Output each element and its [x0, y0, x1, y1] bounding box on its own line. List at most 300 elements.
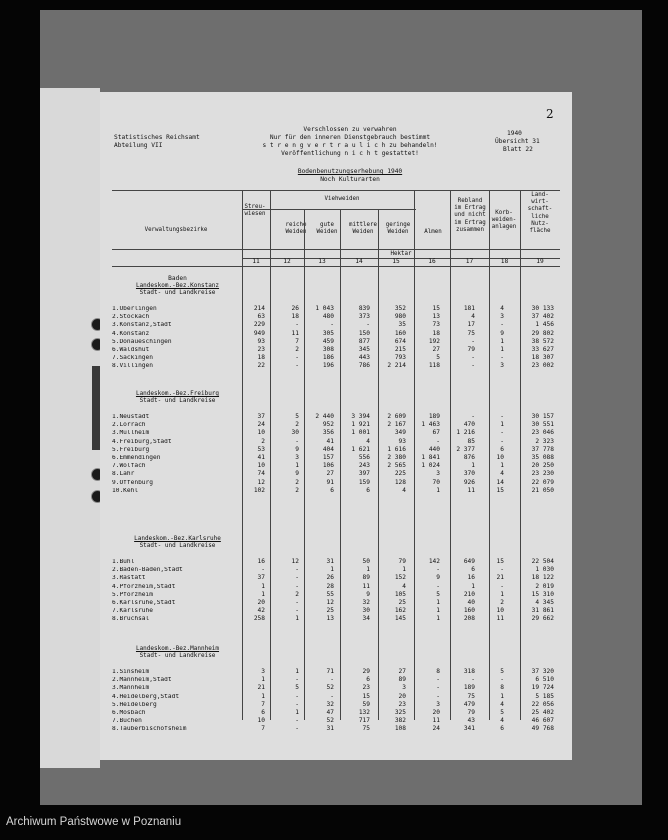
cell-value: 11	[362, 582, 370, 590]
cell-value: 25	[326, 607, 334, 615]
cell-value: 1	[295, 709, 299, 716]
col-header-korbweiden: Korb- weiden- anlagen	[491, 210, 517, 231]
cell-value: 13	[432, 313, 440, 321]
cell-value: 6	[366, 486, 370, 494]
col-header-rebland: Rebland im Ertrag und nicht im Ertrag zusammen	[454, 198, 486, 233]
cell-value: 7	[295, 337, 299, 345]
cell-value: 2	[295, 486, 299, 494]
cell-value: 11	[467, 486, 475, 494]
cell-value: 1	[330, 566, 334, 574]
cell-value: -	[500, 429, 504, 437]
section-subheading: Stadt- und Landkreise	[139, 397, 216, 405]
header-right-line: 1940	[507, 130, 522, 137]
cell-value: 2	[295, 346, 299, 353]
cell-value: 23	[257, 346, 265, 353]
cell-value: 75	[467, 329, 475, 337]
cell-value: 470	[463, 421, 475, 429]
cell-value: 40	[467, 599, 475, 606]
cell-value: 22	[257, 362, 265, 370]
cell-value: 21 050	[531, 486, 554, 494]
region-name: 7.Karlsruhe	[112, 608, 153, 615]
cell-value: 6	[366, 676, 370, 684]
confidential-line: s t r e n g v e r t r a u l i c h zu behandeln!	[262, 142, 438, 150]
cell-value: 142	[428, 558, 440, 565]
cell-value: 132	[358, 709, 370, 716]
cell-value: 30 157	[531, 413, 554, 420]
cell-value: 150	[358, 329, 370, 337]
cell-value: 2	[261, 437, 265, 445]
cell-value: 19 724	[531, 684, 554, 692]
region-name: 2.Mannheim,Stadt	[112, 677, 172, 684]
cell-value: 6	[500, 725, 504, 733]
cell-value: 18	[432, 329, 440, 337]
cell-value: -	[295, 574, 299, 582]
region-name: 10.Kehl	[112, 487, 139, 494]
cell-value: -	[500, 413, 504, 420]
cell-value: 926	[463, 478, 475, 486]
cell-value: -	[436, 566, 440, 574]
land-label: Baden	[168, 275, 187, 282]
col-header-geringe: geringe Weiden	[385, 222, 411, 236]
cell-value: -	[436, 692, 440, 700]
cell-value: 29 662	[531, 615, 554, 623]
cell-value: 118	[428, 362, 440, 370]
region-name: 7.Säckingen	[112, 355, 153, 362]
cell-value: 479	[463, 700, 475, 708]
column-number: 19	[536, 258, 544, 265]
cell-value: -	[295, 599, 299, 606]
region-name: 3.Konstanz,Stadt	[112, 322, 172, 329]
cell-value: 793	[394, 354, 406, 362]
cell-value: 38 572	[531, 337, 554, 345]
unit-header: Hektar	[390, 251, 412, 257]
cell-value: 4	[500, 470, 504, 478]
cell-value: 106	[322, 462, 334, 470]
section-heading: Landeskom.-Bez.Karlsruhe	[134, 535, 221, 542]
cell-value: -	[295, 717, 299, 725]
cell-value: 23 046	[531, 429, 554, 437]
cell-value: 1	[261, 582, 265, 590]
cell-value: 11	[496, 615, 504, 623]
cell-value: -	[295, 321, 299, 329]
section-heading: Landeskom.-Bez.Konstanz	[135, 282, 220, 289]
cell-value: -	[295, 700, 299, 708]
column-number: 13	[318, 258, 326, 265]
cell-value: 8	[500, 684, 504, 692]
cell-value: 75	[362, 725, 370, 733]
region-name: 8.Lahr	[112, 471, 135, 478]
cell-value: 786	[358, 362, 370, 370]
col-header-landw-nutzflaeche: Land- wirt- schaft- liche Nutz- fläche	[527, 192, 553, 235]
cell-value: 1	[436, 486, 440, 494]
cell-value: -	[471, 362, 475, 370]
cell-value: 2	[295, 478, 299, 486]
cell-value: 1 463	[421, 421, 440, 429]
cell-value: 15 310	[531, 590, 554, 598]
header-right-line: Blatt 22	[503, 146, 533, 154]
cell-value: 308	[322, 346, 334, 353]
cell-value: 243	[358, 462, 370, 470]
region-name: 2.Stockach	[112, 314, 150, 321]
cell-value: 1 456	[535, 321, 554, 329]
cell-value: 6	[500, 445, 504, 453]
cell-value: 556	[358, 454, 370, 461]
cell-value: -	[330, 321, 334, 329]
cell-value: 49 768	[531, 725, 554, 733]
cell-value: 67	[432, 429, 440, 437]
confidential-line: Verschlossen zu verwahren	[303, 126, 397, 133]
cell-value: 5	[500, 709, 504, 716]
header-right	[495, 130, 540, 154]
cell-value: 1	[261, 692, 265, 700]
cell-value: 2 214	[387, 362, 406, 370]
cell-value: 1	[500, 462, 504, 470]
cell-value: 3	[500, 362, 504, 370]
cell-value: 25 402	[531, 709, 554, 716]
cell-value: -	[471, 413, 475, 420]
cell-value: 89	[398, 676, 406, 684]
cell-value: 1	[500, 692, 504, 700]
cell-value: 952	[322, 421, 334, 429]
cell-value: -	[295, 692, 299, 700]
cell-value: 305	[322, 329, 334, 337]
cell-value: 22 056	[531, 700, 554, 708]
cell-value: 16	[467, 574, 475, 582]
cell-value: -	[471, 676, 475, 684]
cell-value: 32	[362, 599, 370, 606]
cell-value: 8	[436, 668, 440, 675]
region-name: 3.Rastatt	[112, 575, 146, 582]
cell-value: 79	[398, 558, 406, 565]
cell-value: 1	[436, 607, 440, 615]
cell-value: 14	[496, 478, 504, 486]
cell-value: 9	[295, 445, 299, 453]
cell-value: 27	[432, 346, 440, 353]
cell-value: -	[366, 321, 370, 329]
cell-value: 404	[322, 445, 334, 453]
cell-value: 2	[500, 599, 504, 606]
cell-value: 18	[291, 313, 299, 321]
cell-value: 4	[366, 437, 370, 445]
col-header-mittlere: mittlere Weiden	[349, 222, 377, 236]
cell-value: 9	[500, 329, 504, 337]
cell-value: 89	[362, 574, 370, 582]
cell-value: -	[295, 725, 299, 733]
cell-value: 152	[394, 574, 406, 582]
cell-value: 839	[358, 305, 370, 312]
cell-value: 3	[500, 313, 504, 321]
cell-value: 1 024	[421, 462, 440, 470]
cell-value: 877	[358, 337, 370, 345]
cell-value: 24	[257, 421, 265, 429]
cell-value: 1	[261, 676, 265, 684]
region-name: 5.Pforzheim	[112, 591, 153, 598]
header-left-line: Abteilung VII	[114, 142, 163, 150]
cell-value: 9	[366, 590, 370, 598]
cell-value: 33 627	[531, 346, 554, 353]
cell-value: 41	[326, 437, 334, 445]
cell-value: 43	[467, 717, 475, 725]
cell-value: 1	[436, 599, 440, 606]
cell-value: 59	[362, 700, 370, 708]
cell-value: -	[471, 337, 475, 345]
cell-value: 189	[463, 684, 475, 692]
cell-value: 4	[471, 313, 475, 321]
column-number: 15	[392, 258, 400, 265]
col-header-streuwiesen: Streu- wiesen	[244, 204, 266, 218]
cell-value: 4	[500, 700, 504, 708]
cell-value: 27	[326, 470, 334, 478]
section-title	[120, 282, 235, 296]
region-name: 8.Bruchsal	[112, 616, 150, 623]
cell-value: 23 230	[531, 470, 554, 478]
cell-value: 31 861	[531, 607, 554, 615]
cell-value: 10	[257, 717, 265, 725]
cell-value: 3	[436, 470, 440, 478]
cell-value: 52	[326, 717, 334, 725]
cell-value: -	[295, 566, 299, 574]
cell-value: 210	[463, 590, 475, 598]
cell-value: 5	[500, 668, 504, 675]
cell-value: 30	[362, 607, 370, 615]
col-header-gute: gute Weiden	[316, 222, 338, 236]
cell-value: 34	[362, 615, 370, 623]
cell-value: 30	[291, 429, 299, 437]
cell-value: 145	[394, 615, 406, 623]
cell-value: 20	[398, 692, 406, 700]
archive-credit: Archiwum Państwowe w Poznaniu	[6, 816, 182, 828]
cell-value: 63	[257, 313, 265, 321]
region-name: 4.Pforzheim,Stadt	[112, 583, 176, 590]
cell-value: -	[330, 676, 334, 684]
cell-value: 373	[358, 313, 370, 321]
cell-value: 79	[467, 346, 475, 353]
cell-value: -	[295, 362, 299, 370]
col-header-viehweiden: Viehweiden	[324, 196, 360, 202]
cell-value: -	[500, 676, 504, 684]
cell-value: 79	[467, 709, 475, 716]
table-rule	[112, 190, 560, 191]
region-name: 1.Überlingen	[112, 306, 157, 312]
region-name: 4.Heidelberg,Stadt	[112, 693, 180, 700]
handwritten-page-mark: 2	[546, 107, 554, 121]
cell-value: 16	[257, 558, 265, 565]
cell-value: 1	[500, 590, 504, 598]
cell-value: 128	[394, 478, 406, 486]
cell-value: -	[330, 692, 334, 700]
region-name: 1.Sinsheim	[112, 669, 150, 675]
header-left-line: Statistisches Reichsamt	[114, 134, 200, 141]
cell-value: 7	[261, 700, 265, 708]
cell-value: 189	[428, 413, 440, 420]
cell-value: 2 019	[535, 582, 554, 590]
column-number: 16	[428, 258, 436, 265]
cell-value: 17	[467, 321, 475, 329]
cell-value: 1 841	[421, 454, 440, 461]
cell-value: 717	[358, 717, 370, 725]
cell-value: 980	[394, 313, 406, 321]
column-number: 11	[252, 258, 260, 265]
cell-value: 1	[295, 462, 299, 470]
cell-value: 215	[394, 346, 406, 353]
cell-value: 29 802	[531, 329, 554, 337]
cell-value: 15	[362, 692, 370, 700]
cell-value: -	[436, 437, 440, 445]
cell-value: 1 216	[456, 429, 475, 437]
cell-value: 20 250	[531, 462, 554, 470]
cell-value: 10	[257, 429, 265, 437]
confidential-line: Nur für den inneren Dienstgebrauch bestimmt	[269, 134, 431, 142]
cell-value: 352	[394, 305, 406, 312]
cell-value: 225	[394, 470, 406, 478]
cell-value: -	[500, 321, 504, 329]
region-name: 6.Karlsruhe,Stadt	[112, 600, 176, 606]
cell-value: 20	[257, 599, 265, 606]
cell-value: -	[295, 582, 299, 590]
cell-value: 26	[291, 305, 299, 312]
cell-value: 3	[261, 668, 265, 675]
paper-edge-strip	[40, 88, 100, 768]
cell-value: 30 551	[531, 421, 554, 429]
cell-value: 10	[257, 462, 265, 470]
cell-value: 5	[436, 590, 440, 598]
cell-value: 74	[257, 470, 265, 478]
cell-value: 23 002	[531, 362, 554, 370]
cell-value: 22 079	[531, 478, 554, 486]
region-name: 4.Konstanz	[112, 330, 150, 337]
cell-value: 18	[257, 354, 265, 362]
cell-value: 3	[436, 700, 440, 708]
region-name: 8.Villingen	[112, 363, 153, 370]
cell-value: 6	[471, 566, 475, 574]
column-number: 18	[500, 258, 509, 265]
cell-value: 18 122	[531, 574, 554, 582]
cell-value: 2 323	[535, 437, 554, 445]
cell-value: 949	[253, 329, 265, 337]
confidential-line: Veröffentlichung n i c h t gestattet!	[281, 150, 419, 158]
cell-value: 7	[261, 725, 265, 733]
cell-value: 4	[402, 582, 406, 590]
cell-value: 55	[326, 590, 334, 598]
cell-value: 349	[394, 429, 406, 437]
region-name: 2.Lörrach	[112, 422, 146, 429]
cell-value: 160	[463, 607, 475, 615]
cell-value: 11	[432, 717, 440, 725]
region-name: 6.Waldshut	[112, 347, 150, 353]
cell-value: 341	[463, 725, 475, 733]
cell-value: 10	[496, 454, 504, 461]
region-name: 5.Freiburg	[112, 446, 150, 453]
document-subtitle: Noch Kulturarten	[320, 176, 380, 183]
cell-value: 1	[261, 590, 265, 598]
cell-value: 480	[322, 313, 334, 321]
cell-value: -	[436, 582, 440, 590]
cell-value: 5	[295, 413, 299, 420]
cell-value: -	[471, 354, 475, 362]
cell-value: 4	[500, 305, 504, 312]
cell-value: 30 133	[531, 305, 554, 312]
region-name: 5.Heidelberg	[112, 701, 157, 708]
cell-value: 382	[394, 717, 406, 725]
cell-value: 9	[436, 574, 440, 582]
table-rule	[112, 249, 560, 250]
cell-value: 208	[463, 615, 475, 623]
document-title: Bodenbenutzungserhebung 1940	[297, 168, 403, 175]
cell-value: 26	[326, 574, 334, 582]
cell-value: 31	[326, 725, 334, 733]
cell-value: -	[295, 354, 299, 362]
cell-value: 1	[471, 582, 475, 590]
cell-value: 41	[257, 454, 265, 461]
cell-value: 229	[253, 321, 265, 329]
header-center	[250, 126, 450, 158]
cell-value: 37 402	[531, 313, 554, 321]
cell-value: 5	[295, 684, 299, 692]
cell-value: -	[295, 437, 299, 445]
cell-value: -	[261, 566, 265, 574]
cell-value: 70	[432, 478, 440, 486]
cell-value: 459	[322, 337, 334, 345]
cell-value: 356	[322, 429, 334, 437]
col-header-almen: Almen	[424, 229, 442, 235]
section-title	[120, 535, 235, 549]
region-name: 5.Donaueschingen	[112, 338, 172, 345]
cell-value: 27	[398, 668, 406, 675]
cell-value: 258	[253, 615, 265, 623]
cell-value: 440	[428, 445, 440, 453]
cell-value: 1 616	[387, 445, 406, 453]
region-name: 3.Mannheim	[112, 685, 150, 692]
cell-value: 23	[362, 684, 370, 692]
table-row	[112, 616, 552, 624]
region-name: 4.Freiburg,Stadt	[112, 438, 172, 445]
cell-value: 18 307	[531, 354, 554, 362]
cell-value: -	[500, 582, 504, 590]
cell-value: 5	[436, 354, 440, 362]
section-heading: Landeskom.-Bez.Freiburg	[135, 390, 220, 397]
cell-value: 397	[358, 470, 370, 478]
region-name: 1.Neustadt	[112, 414, 150, 420]
table-row	[112, 488, 552, 496]
cell-value: 22 504	[531, 558, 554, 565]
cell-value: 2 609	[387, 413, 406, 420]
cell-value: 6	[261, 709, 265, 716]
cell-value: 3	[295, 454, 299, 461]
cell-value: 12	[326, 599, 334, 606]
cell-value: 1	[366, 566, 370, 574]
section-title	[120, 390, 235, 404]
cell-value: 31	[326, 558, 334, 565]
cell-value: -	[295, 676, 299, 684]
document-sheet	[100, 92, 572, 760]
region-name: 8.Tauberbischofsheim	[112, 726, 187, 733]
table-row	[112, 363, 552, 371]
cell-value: 186	[322, 354, 334, 362]
table-row	[112, 726, 552, 734]
cell-value: 23	[398, 700, 406, 708]
section-subheading: Stadt- und Landkreise	[139, 652, 216, 660]
cell-value: 37	[257, 574, 265, 582]
cell-value: 91	[326, 478, 334, 486]
col-header-reiche: reiche Weiden	[285, 222, 307, 236]
cell-value: 46 607	[531, 717, 554, 725]
cell-value: 2 565	[387, 462, 406, 470]
cell-value: 35	[398, 321, 406, 329]
cell-value: 3	[402, 684, 406, 692]
region-name: 7.Wolfach	[112, 463, 146, 470]
cell-value: 196	[322, 362, 334, 370]
column-number: 12	[283, 258, 291, 265]
